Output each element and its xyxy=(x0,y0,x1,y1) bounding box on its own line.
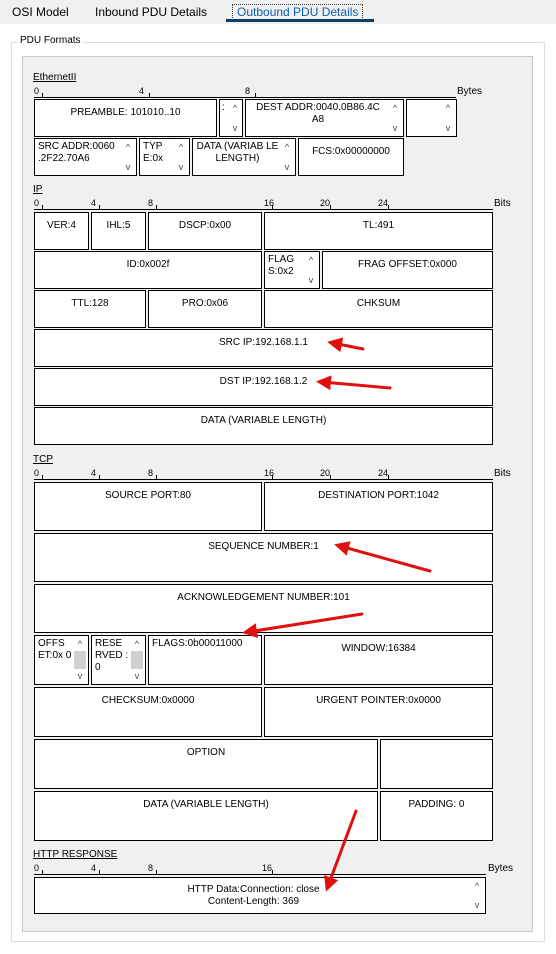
ip-ruler-line xyxy=(34,209,493,210)
tcp-dst-port-field: DESTINATION PORT:1042 xyxy=(264,482,493,531)
ruler-tick xyxy=(330,205,331,209)
dest-addr-field[interactable]: DEST ADDR:0040.0B86.4C A8 ^ v xyxy=(245,99,404,137)
ethernet-ruler-4: 4 xyxy=(139,86,145,96)
http-data-line-2: Content-Length: 369 xyxy=(207,896,300,907)
ruler-tick xyxy=(388,205,389,209)
ip-src-field: SRC IP:192.168.1.1 xyxy=(34,329,493,367)
ruler-tick xyxy=(388,475,389,479)
tcp-title: TCP xyxy=(33,454,53,465)
ruler-tick xyxy=(42,475,43,479)
http-ruler-line xyxy=(34,874,486,875)
ip-ruler-16: 16 xyxy=(264,198,275,208)
tcp-urgent-pointer-field: URGENT POINTER:0x0000 xyxy=(264,687,493,737)
ruler-tick xyxy=(272,205,273,209)
ruler-tick xyxy=(330,475,331,479)
ruler-tick xyxy=(42,205,43,209)
type-field[interactable]: TYP E:0x ^ v xyxy=(139,138,190,176)
ip-flags-field[interactable]: FLAG S:0x2 ^ v xyxy=(264,251,320,289)
tab-outbound-pdu-details[interactable]: Outbound PDU Details xyxy=(232,4,363,20)
tcp-reserved-field[interactable]: RESE RVED : 0 ^ v xyxy=(91,635,146,685)
ruler-tick xyxy=(99,205,100,209)
fcs-field: FCS:0x00000000 xyxy=(298,138,404,176)
tcp-data-field: DATA (VARIABLE LENGTH) xyxy=(34,791,378,841)
tcp-ack-field: ACKNOWLEDGEMENT NUMBER:101 xyxy=(34,584,493,633)
ethernet-data-field[interactable]: DATA (VARIAB LE LENGTH) ^ v xyxy=(192,138,296,176)
tcp-padding-field: PADDING: 0 xyxy=(380,791,493,841)
tcp-ruler-24: 24 xyxy=(378,468,389,478)
tcp-ruler-line xyxy=(34,479,493,480)
http-ruler-8: 8 xyxy=(148,863,154,873)
ruler-tick xyxy=(149,93,150,97)
ip-title: IP xyxy=(33,184,43,195)
ip-dst-field: DST IP:192.168.1.2 xyxy=(34,368,493,406)
ip-data-field: DATA (VARIABLE LENGTH) xyxy=(34,407,493,445)
ip-ruler-4: 4 xyxy=(91,198,97,208)
active-tab-indicator xyxy=(226,19,374,22)
http-title: HTTP RESPONSE xyxy=(33,849,118,860)
http-data-line-1: HTTP Data:Connection: close xyxy=(187,884,320,895)
tcp-flags-field[interactable]: FLAGS:0b00011000 xyxy=(148,635,262,685)
ip-ruler-8: 8 xyxy=(148,198,154,208)
ruler-tick xyxy=(156,475,157,479)
src-addr-field[interactable]: SRC ADDR:0060 .2F22.70A6 ^ v xyxy=(34,138,137,176)
ethernet-title: EthernetII xyxy=(33,72,77,83)
tcp-ruler-0: 0 xyxy=(34,468,40,478)
ip-dscp-field: DSCP:0x00 xyxy=(148,212,262,250)
ethernet-unit: Bytes xyxy=(457,86,483,97)
tcp-seq-field: SEQUENCE NUMBER:1 xyxy=(34,533,493,582)
ruler-tick xyxy=(99,475,100,479)
sfd-field[interactable]: : ^ v xyxy=(219,99,243,137)
http-ruler-4: 4 xyxy=(91,863,97,873)
tcp-checksum-field: CHECKSUM:0x0000 xyxy=(34,687,262,737)
tcp-window-field: WINDOW:16384 xyxy=(264,635,493,685)
tcp-option-extra-field xyxy=(380,739,493,789)
ip-ihl-field: IHL:5 xyxy=(91,212,146,250)
http-data-field[interactable]: HTTP Data:Connection: close Content-Length: 369 ^ v xyxy=(34,877,486,914)
tcp-option-field: OPTION xyxy=(34,739,378,789)
tcp-ruler-8: 8 xyxy=(148,468,154,478)
http-ruler-16: 16 xyxy=(262,863,273,873)
tcp-offset-field[interactable]: OFFS ET:0x 0 ^ v xyxy=(34,635,89,685)
ruler-tick xyxy=(272,870,273,874)
ruler-tick xyxy=(255,93,256,97)
ip-frag-offset-field: FRAG OFFSET:0x000 xyxy=(322,251,493,289)
tab-bar xyxy=(0,0,556,24)
ruler-tick xyxy=(42,93,43,97)
ethernet-ruler-8: 8 xyxy=(245,86,251,96)
tcp-ruler-4: 4 xyxy=(91,468,97,478)
pdu-formats-title: PDU Formats xyxy=(20,35,81,46)
preamble-field: PREAMBLE: 101010..10 xyxy=(34,99,217,137)
ip-protocol-field: PRO:0x06 xyxy=(148,290,262,328)
ip-id-field: ID:0x002f xyxy=(34,251,262,289)
tcp-src-port-field: SOURCE PORT:80 xyxy=(34,482,262,531)
tcp-ruler-20: 20 xyxy=(320,468,331,478)
ip-unit: Bits xyxy=(494,198,511,209)
ip-ruler-24: 24 xyxy=(378,198,389,208)
tab-inbound-pdu-details[interactable]: Inbound PDU Details xyxy=(95,5,208,19)
tab-osi-model[interactable]: OSI Model xyxy=(12,5,69,19)
ip-tl-field: TL:491 xyxy=(264,212,493,250)
ethernet-ruler-0: 0 xyxy=(34,86,40,96)
ruler-tick xyxy=(156,870,157,874)
ruler-tick xyxy=(156,205,157,209)
tcp-unit: Bits xyxy=(494,468,511,479)
ip-checksum-field: CHKSUM xyxy=(264,290,493,328)
ip-ruler-20: 20 xyxy=(320,198,331,208)
ruler-tick xyxy=(272,475,273,479)
http-unit: Bytes xyxy=(488,863,514,874)
ruler-tick xyxy=(99,870,100,874)
tcp-ruler-16: 16 xyxy=(264,468,275,478)
http-ruler-0: 0 xyxy=(34,863,40,873)
ip-ruler-0: 0 xyxy=(34,198,40,208)
ethernet-extra-field[interactable]: ^ v xyxy=(406,99,457,137)
ip-ttl-field: TTL:128 xyxy=(34,290,146,328)
ruler-tick xyxy=(42,870,43,874)
ethernet-ruler-line xyxy=(34,97,456,98)
ip-ver-field: VER:4 xyxy=(34,212,89,250)
